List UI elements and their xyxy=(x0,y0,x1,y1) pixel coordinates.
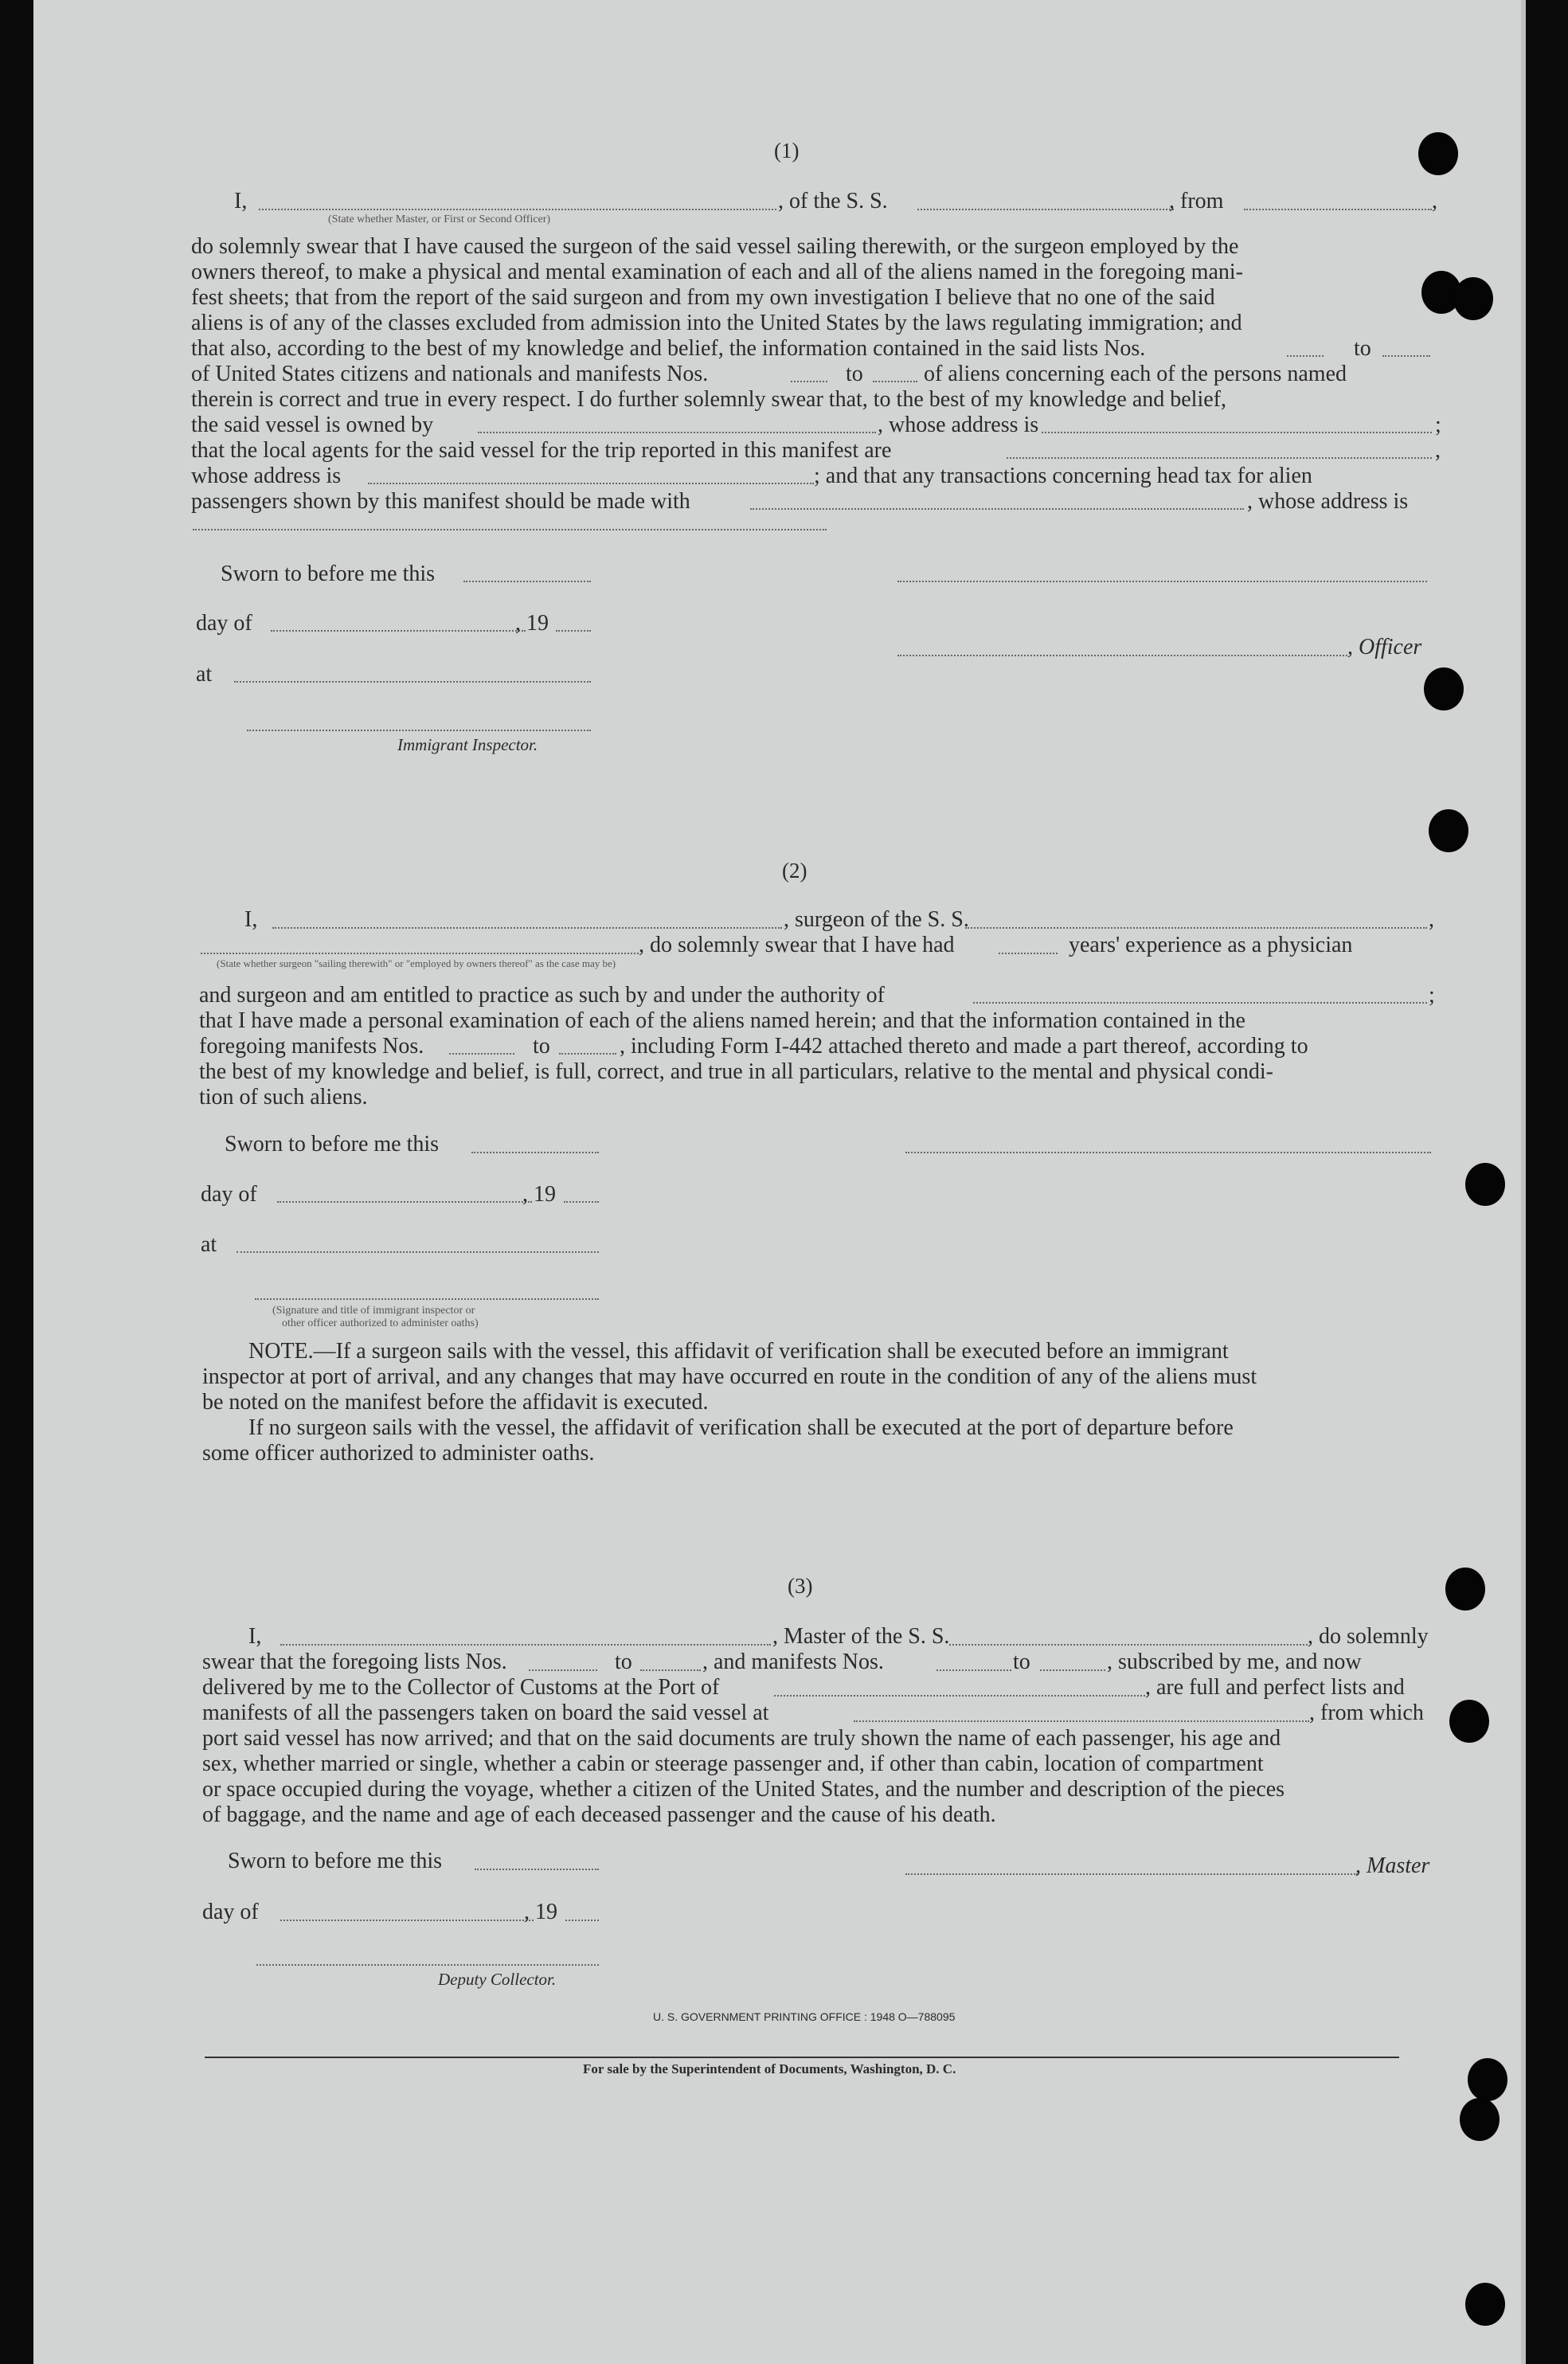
s3-from-which: , from which xyxy=(1309,1701,1424,1725)
s1-officer-signature-field[interactable] xyxy=(897,581,1427,582)
s1-of-ss-label: , of the S. S. xyxy=(778,189,888,213)
surgeon-name-field[interactable] xyxy=(272,927,782,929)
s2-place-field[interactable] xyxy=(237,1251,599,1253)
punch-hole xyxy=(1429,809,1468,852)
footer-rule xyxy=(205,2057,1399,2058)
s2-inspector-signature-field[interactable] xyxy=(255,1298,599,1300)
manifests-to-field[interactable] xyxy=(873,381,917,382)
punch-hole xyxy=(1460,2098,1500,2141)
s2-swear-label: , do solemnly swear that I have had xyxy=(639,933,955,957)
punch-hole xyxy=(1449,1700,1489,1743)
s1-to-label: to xyxy=(846,362,863,386)
s2-note-line: inspector at port of arrival, and any changes that may have occurred en route in the condition of any of the aliens must xyxy=(202,1364,1257,1389)
years-experience-field[interactable] xyxy=(999,953,1058,954)
s2-authority-label: and surgeon and am entitled to practice as such by and under the authority of xyxy=(199,983,885,1008)
punch-hole xyxy=(1465,2283,1505,2326)
s1-body-line: passengers shown by this manifest should be made with xyxy=(191,489,690,514)
s1-comma: , xyxy=(1435,438,1441,463)
punch-hole xyxy=(1465,1163,1505,1206)
s1-body-line: whose address is xyxy=(191,464,342,488)
boarding-port-field[interactable] xyxy=(854,1720,1309,1722)
vessel-owner-field[interactable] xyxy=(478,432,876,433)
s1-line-end: , xyxy=(1432,189,1437,213)
s1-month-field[interactable] xyxy=(271,630,526,632)
vessel-name-field[interactable] xyxy=(917,209,1174,210)
s1-body-line: owners thereof, to make a physical and mental examination of each and all of the aliens named in the foregoing mani- xyxy=(191,260,1243,284)
s3-delivered: delivered by me to the Collector of Customs at the Port of xyxy=(202,1675,720,1700)
s1-head-tax: ; and that any transactions concerning head tax for alien xyxy=(814,464,1312,488)
manifests-from-field[interactable] xyxy=(791,381,827,382)
s3-vessel-field[interactable] xyxy=(949,1644,1308,1646)
head-tax-party-field[interactable] xyxy=(750,508,1244,510)
s3-body-line: port said vessel has now arrived; and that on the said documents are truly shown the name of each passenger, his age and xyxy=(202,1726,1281,1751)
s3-to-label: to xyxy=(1013,1650,1030,1674)
departure-port-field[interactable] xyxy=(1244,209,1432,210)
s3-and-manifests: , and manifests Nos. xyxy=(702,1650,884,1674)
s1-body-line: the said vessel is owned by xyxy=(191,413,434,437)
s3-body-line: or space occupied during the voyage, whether a citizen of the United States, and the number and description of the pieces xyxy=(202,1777,1285,1802)
s2-body-line: tion of such aliens. xyxy=(199,1085,368,1110)
master-name-field[interactable] xyxy=(280,1644,771,1646)
agents-address-field[interactable] xyxy=(368,483,814,484)
s3-body-line: of baggage, and the name and age of each deceased passenger and the cause of his death. xyxy=(202,1802,996,1827)
s2-form-text: , including Form I-442 attached thereto and made a part thereof, according to xyxy=(620,1034,1308,1059)
s1-sworn-label: Sworn to before me this xyxy=(221,562,436,586)
s1-sworn-date-field[interactable] xyxy=(463,581,591,582)
s1-place-field[interactable] xyxy=(234,681,591,683)
s1-of-aliens: of aliens concerning each of the persons named xyxy=(924,362,1347,386)
s1-body-line: that the local agents for the said vessel for the trip reported in this manifest are xyxy=(191,438,892,463)
section-1-heading: (1) xyxy=(774,139,800,162)
inspector-label: Immigrant Inspector. xyxy=(397,735,538,754)
form-sheet xyxy=(33,0,1526,2364)
officer-rank-field[interactable] xyxy=(259,209,776,210)
surgeon-status-field[interactable] xyxy=(201,953,639,954)
punch-hole xyxy=(1418,132,1458,175)
section-3-heading: (3) xyxy=(788,1574,813,1598)
s2-to-label: to xyxy=(533,1034,550,1059)
s2-at-label: at xyxy=(201,1232,217,1257)
s1-i-label: I, xyxy=(234,189,248,213)
s3-body-line: sex, whether married or single, whether a cabin or steerage passenger and, if other than cabin, location of compartment xyxy=(202,1751,1264,1776)
s2-note-line: If no surgeon sails with the vessel, the affidavit of verification shall be executed at the port of departure before xyxy=(248,1415,1234,1440)
s2-sworn-date-field[interactable] xyxy=(471,1152,599,1153)
s1-from-label: , from xyxy=(1169,189,1224,213)
master-label: , Master xyxy=(1355,1853,1430,1878)
s1-body-line: of United States citizens and nationals and manifests Nos. xyxy=(191,362,709,386)
s2-i-label: I, xyxy=(244,907,258,932)
s2-manifests-from-field[interactable] xyxy=(449,1053,514,1055)
s3-manifests-from-field[interactable] xyxy=(936,1669,1011,1671)
s3-sworn-label: Sworn to before me this xyxy=(228,1849,443,1873)
officer-label: , Officer xyxy=(1347,635,1422,659)
s1-year-field[interactable] xyxy=(556,630,591,632)
s2-sig-note-1: (Signature and title of immigrant inspector or xyxy=(272,1305,475,1317)
s2-years-label: years' experience as a physician xyxy=(1069,933,1353,957)
practice-authority-field[interactable] xyxy=(973,1002,1427,1004)
lists-to-field[interactable] xyxy=(1382,355,1430,357)
s1-at-label: at xyxy=(196,662,213,687)
surgeon-signature-field[interactable] xyxy=(905,1152,1431,1153)
s3-do-solemnly: , do solemnly xyxy=(1308,1624,1429,1649)
s1-body-line: that also, according to the best of my knowledge and belief, the information contained in the said lists Nos. xyxy=(191,336,1146,361)
punch-hole xyxy=(1468,2058,1507,2101)
s2-surgeon-of-label: , surgeon of the S. S. xyxy=(784,907,969,932)
sale-imprint: For sale by the Superintendent of Documents, Washington, D. C. xyxy=(583,2061,956,2076)
s3-subscribed: , subscribed by me, and now xyxy=(1107,1650,1362,1674)
s1-semicolon: ; xyxy=(1435,413,1441,437)
s2-year-label: , 19 xyxy=(522,1182,556,1207)
punch-hole xyxy=(1453,277,1493,320)
s2-sig-note-2: other officer authorized to administer oaths) xyxy=(282,1317,479,1329)
officer-rank-note: (State whether Master, or First or Second Officer) xyxy=(328,213,551,225)
lists-from-field[interactable] xyxy=(1287,355,1324,357)
s3-lists-to-field[interactable] xyxy=(640,1669,701,1671)
s2-manifests-to-field[interactable] xyxy=(559,1053,616,1055)
s1-to-label: to xyxy=(1354,336,1371,361)
s2-note-line: some officer authorized to administer oaths. xyxy=(202,1441,595,1466)
s1-owner-address-label: , whose address is xyxy=(878,413,1039,437)
local-agents-field[interactable] xyxy=(1007,457,1432,459)
s1-year-label: , 19 xyxy=(515,611,549,636)
gpo-imprint: U. S. GOVERNMENT PRINTING OFFICE : 1948 O—788095 xyxy=(653,2010,956,2023)
s2-note-line: be noted on the manifest before the affidavit is executed. xyxy=(202,1390,709,1415)
s2-month-field[interactable] xyxy=(277,1201,532,1203)
s3-to-label: to xyxy=(615,1650,632,1674)
s2-year-field[interactable] xyxy=(564,1201,599,1203)
s1-body-line: do solemnly swear that I have caused the surgeon of the said vessel sailing therewith, or the surgeon employed by the xyxy=(191,234,1239,259)
s2-sworn-label: Sworn to before me this xyxy=(225,1132,440,1157)
party-address-field[interactable] xyxy=(193,529,827,530)
surgeon-status-note: (State whether surgeon "sailing therewith" or "employed by owners thereof" as the case may be) xyxy=(217,957,616,969)
s3-year-field[interactable] xyxy=(565,1920,599,1921)
s3-sworn-date-field[interactable] xyxy=(475,1869,599,1870)
s2-note-line: NOTE.—If a surgeon sails with the vessel, this affidavit of verification shall be executed before an immigrant xyxy=(248,1339,1229,1364)
officer-name-field[interactable] xyxy=(897,655,1347,656)
punch-hole xyxy=(1445,1568,1485,1611)
customs-port-field[interactable] xyxy=(774,1695,1145,1697)
s2-body-line: that I have made a personal examination of each of the aliens named herein; and that the information contained in the xyxy=(199,1008,1245,1033)
section-2-heading: (2) xyxy=(782,859,807,883)
s3-day-of-label: day of xyxy=(202,1900,259,1924)
s2-body-line: the best of my knowledge and belief, is full, correct, and true in all particulars, relative to the mental and physical condi- xyxy=(199,1059,1273,1084)
s1-body-line: therein is correct and true in every respect. I do further solemnly swear that, to the best of my knowledge and belief, xyxy=(191,387,1226,412)
s1-body-line: aliens is of any of the classes excluded from admission into the United States by the laws regulating immigration; and xyxy=(191,311,1242,335)
s2-vessel-field[interactable] xyxy=(965,927,1427,929)
s3-manifests-to-field[interactable] xyxy=(1040,1669,1105,1671)
s3-month-field[interactable] xyxy=(280,1920,534,1921)
s3-lists-from-field[interactable] xyxy=(529,1669,597,1671)
punch-hole xyxy=(1424,667,1464,710)
s2-line-end: , xyxy=(1429,907,1434,932)
s1-party-address-label: , whose address is xyxy=(1247,489,1409,514)
collector-label: Deputy Collector. xyxy=(438,1970,557,1989)
s3-manifests-all: manifests of all the passengers taken on board the said vessel at xyxy=(202,1701,769,1725)
s2-body-line: foregoing manifests Nos. xyxy=(199,1034,424,1059)
s3-swear-lists: swear that the foregoing lists Nos. xyxy=(202,1650,507,1674)
master-signature-field[interactable] xyxy=(905,1873,1358,1875)
s1-body-line: fest sheets; that from the report of the said surgeon and from my own investigation I believe that no one of the said xyxy=(191,285,1215,310)
s3-year-label: , 19 xyxy=(524,1900,557,1924)
s3-are-full: , are full and perfect lists and xyxy=(1145,1675,1405,1700)
s3-i-label: I, xyxy=(248,1624,262,1649)
s1-day-of-label: day of xyxy=(196,611,252,636)
s3-master-of-label: , Master of the S. S. xyxy=(772,1624,950,1649)
s2-semicolon: ; xyxy=(1429,983,1435,1008)
owner-address-field[interactable] xyxy=(1042,432,1432,433)
s2-day-of-label: day of xyxy=(201,1182,257,1207)
